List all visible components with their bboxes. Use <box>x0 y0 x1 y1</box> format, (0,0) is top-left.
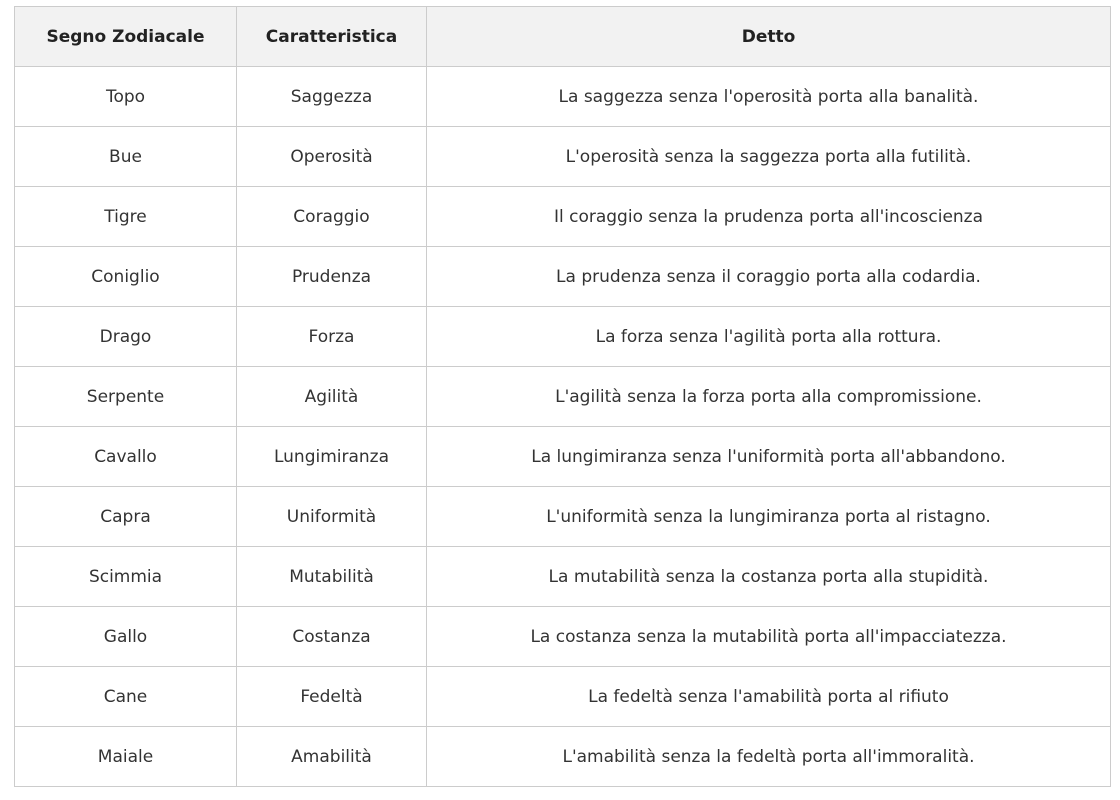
header-segno-zodiacale: Segno Zodiacale <box>15 7 237 67</box>
cell-trait: Agilità <box>237 367 427 427</box>
table-row <box>15 307 1111 367</box>
table-row <box>15 67 1111 127</box>
cell-sign: Maiale <box>15 727 237 787</box>
zodiac-table-container <box>14 6 1111 787</box>
table-header <box>15 7 1111 67</box>
cell-saying: L'operosità senza la saggezza porta alla futilità. <box>427 127 1111 187</box>
cell-sign: Serpente <box>15 367 237 427</box>
table-row <box>15 607 1111 667</box>
cell-trait: Fedeltà <box>237 667 427 727</box>
cell-trait: Amabilità <box>237 727 427 787</box>
cell-trait: Lungimiranza <box>237 427 427 487</box>
cell-saying: L'agilità senza la forza porta alla compromissione. <box>427 367 1111 427</box>
cell-saying: L'amabilità senza la fedeltà porta all'immoralità. <box>427 727 1111 787</box>
cell-sign: Capra <box>15 487 237 547</box>
cell-trait: Prudenza <box>237 247 427 307</box>
table-row <box>15 667 1111 727</box>
cell-trait: Saggezza <box>237 67 427 127</box>
table-row <box>15 427 1111 487</box>
cell-sign: Tigre <box>15 187 237 247</box>
cell-sign: Drago <box>15 307 237 367</box>
cell-saying: L'uniformità senza la lungimiranza porta al ristagno. <box>427 487 1111 547</box>
table-body <box>15 67 1111 787</box>
cell-trait: Operosità <box>237 127 427 187</box>
cell-sign: Cane <box>15 667 237 727</box>
cell-sign: Bue <box>15 127 237 187</box>
table-row <box>15 367 1111 427</box>
table-row <box>15 127 1111 187</box>
table-row <box>15 547 1111 607</box>
cell-trait: Uniformità <box>237 487 427 547</box>
cell-trait: Costanza <box>237 607 427 667</box>
header-caratteristica: Caratteristica <box>237 7 427 67</box>
cell-trait: Mutabilità <box>237 547 427 607</box>
header-row <box>15 7 1111 67</box>
cell-saying: La saggezza senza l'operosità porta alla banalità. <box>427 67 1111 127</box>
table-row <box>15 187 1111 247</box>
cell-sign: Cavallo <box>15 427 237 487</box>
table-row <box>15 247 1111 307</box>
table-row <box>15 487 1111 547</box>
cell-saying: La forza senza l'agilità porta alla rottura. <box>427 307 1111 367</box>
cell-sign: Scimmia <box>15 547 237 607</box>
cell-trait: Forza <box>237 307 427 367</box>
cell-sign: Coniglio <box>15 247 237 307</box>
cell-saying: La costanza senza la mutabilità porta all'impacciatezza. <box>427 607 1111 667</box>
cell-sign: Topo <box>15 67 237 127</box>
cell-saying: La mutabilità senza la costanza porta alla stupidità. <box>427 547 1111 607</box>
cell-saying: Il coraggio senza la prudenza porta all'incoscienza <box>427 187 1111 247</box>
cell-saying: La prudenza senza il coraggio porta alla codardia. <box>427 247 1111 307</box>
header-detto: Detto <box>427 7 1111 67</box>
zodiac-table <box>14 6 1111 787</box>
cell-saying: La lungimiranza senza l'uniformità porta all'abbandono. <box>427 427 1111 487</box>
cell-trait: Coraggio <box>237 187 427 247</box>
table-row <box>15 727 1111 787</box>
cell-saying: La fedeltà senza l'amabilità porta al rifiuto <box>427 667 1111 727</box>
cell-sign: Gallo <box>15 607 237 667</box>
